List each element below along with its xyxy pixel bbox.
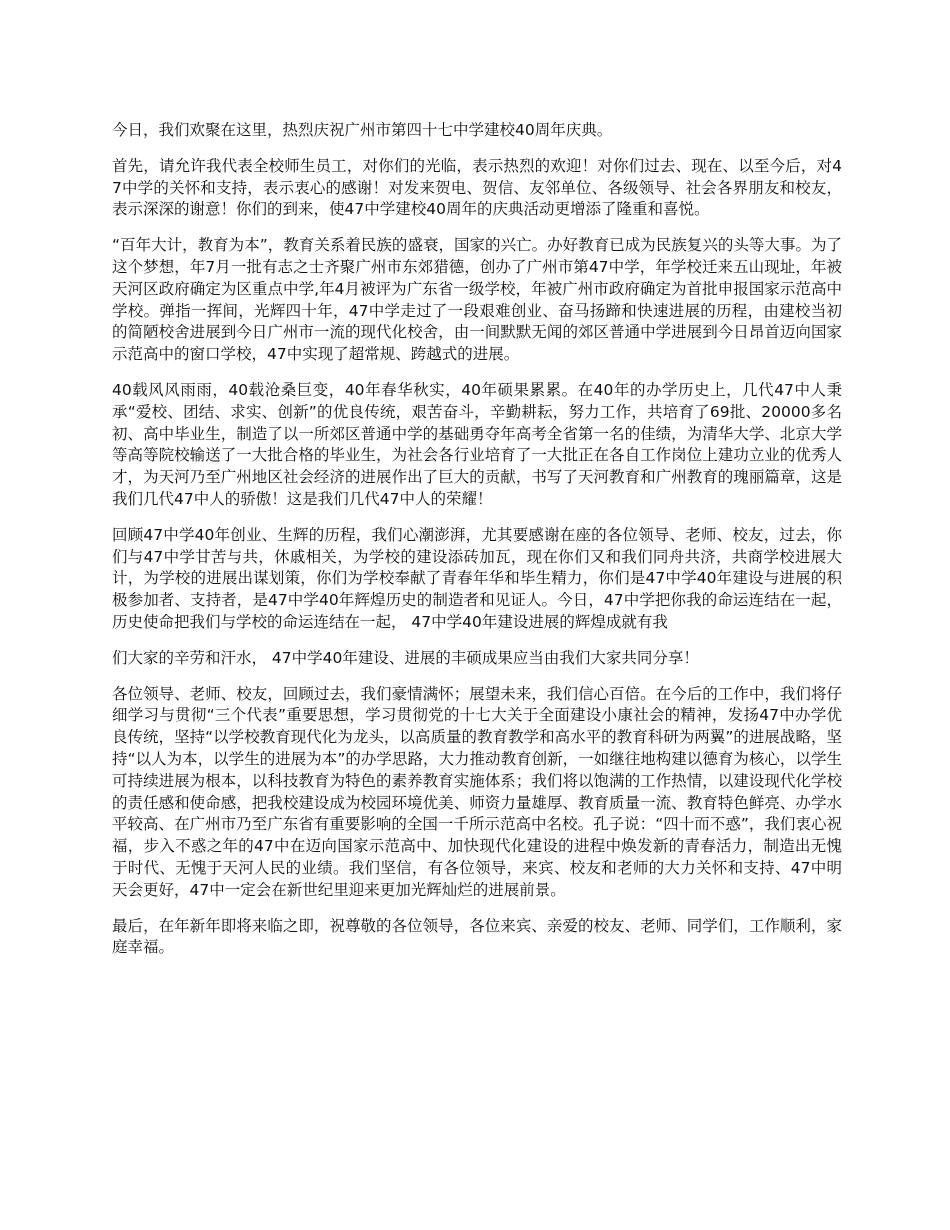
paragraph-closing: 最后，在年新年即将来临之即，祝尊敬的各位领导，各位来宾、亲爱的校友、老师、同学们，工作顺利，家庭幸福。 [112,916,842,957]
paragraph-shared-success: 们大家的辛劳和汗水， 47中学40年建设、进展的丰硕成果应当由我们大家共同分享！ [112,648,699,667]
paragraph-opening: 今日，我们欢聚在这里，热烈庆祝广州市第四十七中学建校40周年庆典。 [112,121,613,139]
paragraph-achievements: 40载风风雨雨，40载沧桑巨变，40年春华秋实，40年硕果累累。在40年的办学历史上，几代47中人秉承“爱校、团结、求实、创新”的优良传统，艰苦奋斗，辛勤耕耘，努力工作，共培育了69批、20000多名初、高中毕业生，制造了以一所郊区普通中学的基础勇夺年高考全省第一名的佳绩，为清华大学、北京大学等高等院校输送了一大批合格的毕业生，为社会各行业培育了一大批正在各自工作岗位上建功立业的优秀人才，为天河乃至广州地区社会经济的进展作出了巨大的贡献，书写了天河教育和广州教育的瑰丽篇章，这是我们几代47中人的骄傲！这是我们几代47中人的荣耀！ [112,380,842,508]
paragraph-history: “百年大计，教育为本”，教育关系着民族的盛衰，国家的兴亡。办好教育已成为民族复兴的头等大事。为了这个梦想，年7月一批有志之士齐聚广州市东郊猎德，创办了广州市第47中学，年学校迁来五山现址，年被天河区政府确定为区重点中学,年4月被评为广东省一级学校，年被广州市政府确定为首批申报国家示范高中学校。弹指一挥间，光辉四十年，47中学走过了一段艰难创业、奋马扬蹄和快速进展的历程，由建校当初的简陋校舍进展到今日广州市一流的现代化校舍，由一间默默无闻的郊区普通中学进展到今日昂首迈向国家示范高中的窗口学校，47中实现了超常规、跨越式的进展。 [112,236,842,364]
document-body [112,120,842,973]
paragraph-future: 各位领导、老师、校友，回顾过去，我们豪情满怀；展望未来，我们信心百倍。在今后的工作中，我们将仔细学习与贯彻“三个代表”重要思想，学习贯彻党的十七大关于全面建设小康社会的精神，发扬47中办学优良传统，坚持“以学校教育现代化为龙头，以高质量的教育教学和高水平的教育科研为两翼”的进展战略，坚持“以人为本，以学生的进展为本”的办学思路，大力推动教育创新，一如继往地构建以德育为核心，以学生可持续进展为根本，以科技教育为特色的素养教育实施体系；我们将以饱满的工作热情，以建设现代化学校的责任感和使命感，把我校建设成为校园环境优美、师资力量雄厚、教育质量一流、教育特色鲜亮、办学水平较高、在广州市乃至广东省有重要影响的全国一千所示范高中名校。孔子说：“四十而不惑”，我们衷心祝福，步入不惑之年的47中在迈向国家示范高中、加快现代化建设的进程中焕发新的青春活力，制造出无愧于时代、无愧于天河人民的业绩。我们坚信，有各位领导，来宾、校友和老师的大力关怀和支持、47中明天会更好，47中一定会在新世纪里迎来更加光辉灿烂的进展前景。 [112,684,842,899]
paragraph-gratitude: 回顾47中学40年创业、生辉的历程，我们心潮澎湃，尤其要感谢在座的各位领导、老师、校友，过去，你们与47中学甘苦与共，休戚相关，为学校的建设添砖加瓦，现在你们又和我们同舟共济，共商学校进展大计，为学校的进展出谋划策，你们为学校奉献了青春年华和毕生精力，你们是47中学40年建设与进展的积极参加者、支持者，是47中学40年辉煌历史的制造者和见证人。今日，47中学把你我的命运连结在一起，历史使命把我们与学校的命运连结在一起， 47中学40年建设进展的辉煌成就有我 [112,525,842,631]
paragraph-welcome: 首先，请允许我代表全校师生员工，对你们的光临，表示热烈的欢迎！对你们过去、现在、以至今后，对47中学的关怀和支持，表示衷心的感谢！对发来贺电、贺信、友邻单位、各级领导、社会各界朋友和校友，表示深深的谢意！你们的到来，使47中学建校40周年的庆典活动更增添了隆重和喜悦。 [112,156,842,219]
